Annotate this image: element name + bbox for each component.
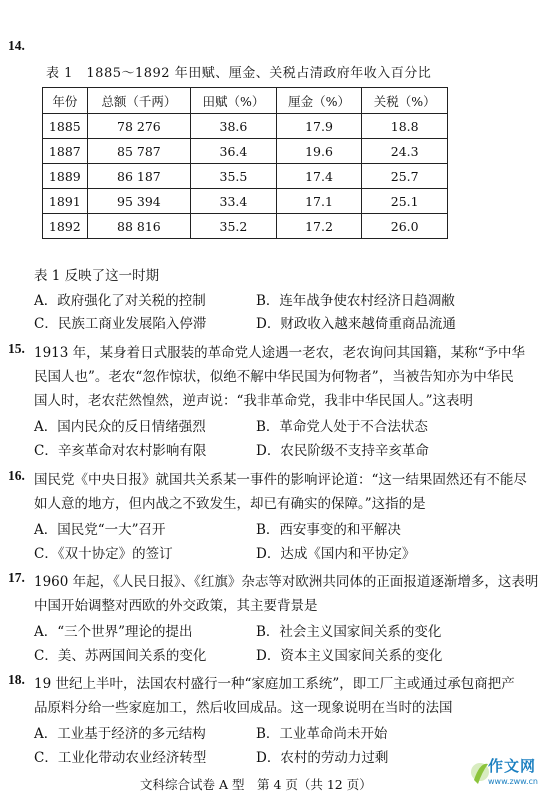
table-cell: 17.4: [276, 164, 362, 189]
question-16-line: 国民党《中央日报》就国共关系某一事件的影响评论道：“这一结果固然还有不能尽: [34, 472, 527, 488]
table-header-row: [43, 88, 448, 114]
option-16-c: C．《双十协定》的签订: [34, 546, 173, 562]
table-header-cell: 总额（千两）: [87, 88, 190, 114]
table-header-cell: 厘金（%）: [276, 88, 362, 114]
table-header-cell: 年份: [43, 88, 88, 114]
table-cell: 35.5: [191, 164, 277, 189]
table-cell: 17.1: [276, 189, 362, 214]
table-cell: 26.0: [362, 214, 448, 239]
table-cell: 1889: [43, 164, 88, 189]
table-cell: 18.8: [362, 114, 448, 139]
table-row: [43, 114, 448, 139]
option-16-b: B．西安事变的和平解决: [256, 522, 401, 538]
question-16-line: 如人意的地方，但内战之不致发生，却已有确实的保障。”这指的是: [34, 496, 426, 512]
option-18-a: A．工业基于经济的多元结构: [34, 726, 206, 742]
table-cell: 35.2: [191, 214, 277, 239]
question-14-stem: 表 1 反映了这一时期: [34, 268, 160, 284]
table-row: [43, 214, 448, 239]
table-cell: 25.7: [362, 164, 448, 189]
table-cell: 38.6: [191, 114, 277, 139]
option-14-c: C．民族工商业发展陷入停滞: [34, 316, 207, 332]
table-cell: 85 787: [87, 139, 190, 164]
table-cell: 1885: [43, 114, 88, 139]
table-cell: 17.2: [276, 214, 362, 239]
question-18-number: 18.: [8, 672, 25, 687]
option-15-d: D．农民阶级不支持辛亥革命: [256, 443, 429, 459]
table-cell: 1892: [43, 214, 88, 239]
question-15-line: 1913 年，某身着日式服装的革命党人途遇一老农，老农询问其国籍，某称“予中华: [34, 345, 526, 361]
option-15-c: C．辛亥革命对农村影响有限: [34, 443, 207, 459]
question-14-number: 14.: [8, 38, 25, 53]
table-header-cell: 关税（%）: [362, 88, 448, 114]
logo-text: 作文网: [488, 757, 537, 775]
table-cell: 25.1: [362, 189, 448, 214]
option-14-d: D．财政收入越来越倚重商品流通: [256, 316, 456, 332]
option-15-a: A．国内民众的反日情绪强烈: [34, 419, 206, 435]
logo-url: www.zww.cn: [488, 777, 538, 786]
option-14-b: B．连年战争使农村经济日趋凋敝: [256, 293, 455, 309]
table-cell: 88 816: [87, 214, 190, 239]
question-15-number: 15.: [8, 341, 25, 356]
question-17-line: 中国开始调整对西欧的外交政策，其主要背景是: [34, 598, 318, 614]
table-row: [43, 164, 448, 189]
question-18-line: 19 世纪上半叶，法国农村盛行一种“家庭加工系统”，即工厂主或通过承包商把产: [34, 676, 515, 692]
page-footer: 文科综合试卷 A 型 第 4 页（共 12 页）: [140, 777, 372, 792]
option-16-d: D．达成《国内和平协定》: [256, 546, 416, 562]
question-15-line: 民国人也”。老农“忽作惊状，似绝不解中华民国为何物者”，当被告知亦为中华民: [34, 369, 514, 385]
table-row: [43, 139, 448, 164]
table-cell: 78 276: [87, 114, 190, 139]
option-17-d: D．资本主义国家间关系的变化: [256, 648, 443, 664]
question-18-line: 品原料分给一些家庭加工，然后收回成品。这一现象说明在当时的法国: [34, 700, 453, 716]
option-16-a: A．国民党“一大”召开: [34, 522, 166, 538]
question-16-number: 16.: [8, 468, 25, 483]
table-cell: 36.4: [191, 139, 277, 164]
table-row: [43, 189, 448, 214]
option-17-b: B．社会主义国家间关系的变化: [256, 624, 442, 640]
table-cell: 17.9: [276, 114, 362, 139]
question-15-line: 国人时，老农茫然惶然，逆声说：“我非革命党，我非中华民国人。”这表明: [34, 393, 474, 409]
option-14-a: A．政府强化了对关税的控制: [34, 293, 206, 309]
question-17-line: 1960 年起，《人民日报》、《红旗》杂志等对欧洲共同体的正面报道逐渐增多，这表明: [34, 574, 539, 590]
table-cell: 33.4: [191, 189, 277, 214]
table-cell: 24.3: [362, 139, 448, 164]
option-17-a: A．“三个世界”理论的提出: [34, 624, 193, 640]
table-cell: 1891: [43, 189, 88, 214]
option-18-c: C．工业化带动农业经济转型: [34, 750, 207, 766]
option-18-b: B．工业革命尚未开始: [256, 726, 388, 742]
option-18-d: D．农村的劳动力过剩: [256, 750, 389, 766]
revenue-table: [42, 87, 448, 239]
option-15-b: B．革命党人处于不合法状态: [256, 419, 428, 435]
table-header-cell: 田赋（%）: [191, 88, 277, 114]
table-caption: 表 1 1885～1892 年田赋、厘金、关税占清政府年收入百分比: [46, 66, 432, 81]
table-cell: 95 394: [87, 189, 190, 214]
table-cell: 19.6: [276, 139, 362, 164]
option-17-c: C．美、苏两国间关系的变化: [34, 648, 207, 664]
question-17-number: 17.: [8, 570, 25, 585]
table-cell: 1887: [43, 139, 88, 164]
table-cell: 86 187: [87, 164, 190, 189]
